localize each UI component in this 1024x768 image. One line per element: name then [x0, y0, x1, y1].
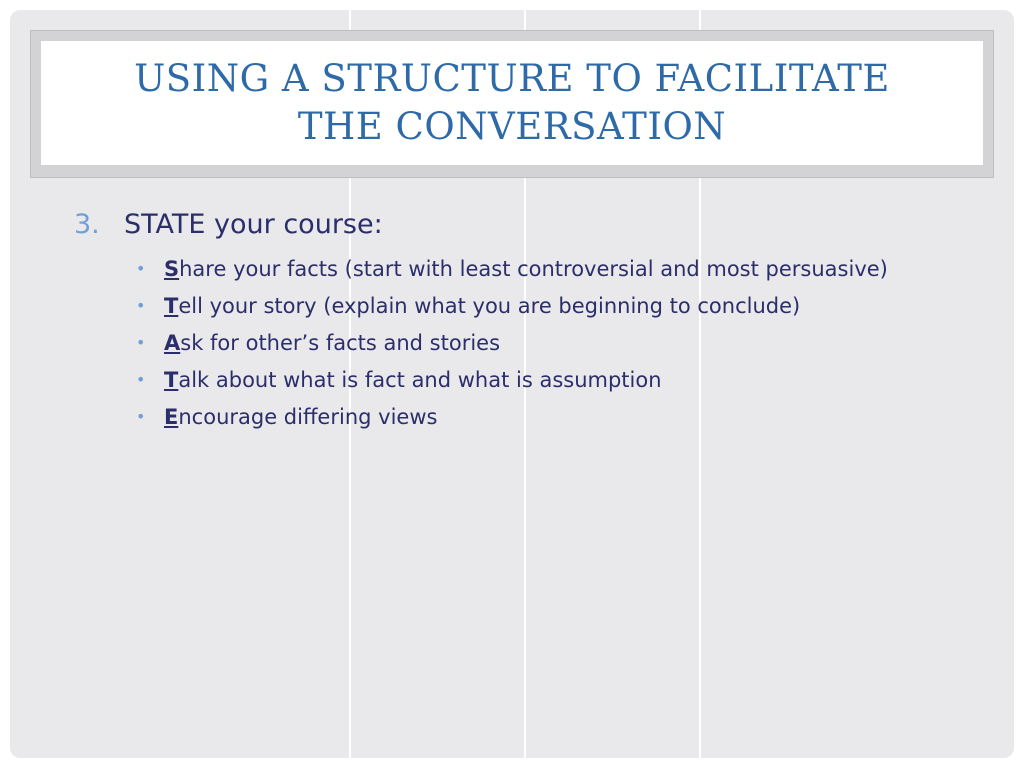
bullet-text: [164, 254, 974, 284]
bullet-icon: •: [136, 370, 146, 389]
title-line-1: USING A STRUCTURE TO FACILITATE: [134, 57, 890, 100]
bullet-item: [136, 291, 974, 321]
bullet-icon: •: [136, 333, 146, 352]
bullet-initial: E: [164, 405, 179, 429]
bullet-item: [136, 328, 974, 358]
bullet-item: [136, 402, 974, 432]
bullet-text: [164, 402, 974, 432]
item-heading: STATE your course:: [124, 209, 383, 240]
bullet-text: [164, 291, 974, 321]
bullet-initial: T: [164, 294, 179, 318]
bullet-item: [136, 254, 974, 284]
title-frame: [30, 30, 994, 178]
slide: [10, 10, 1014, 758]
bullet-rest: sk for other’s facts and stories: [180, 331, 501, 355]
bullet-rest: ncourage differing views: [178, 405, 438, 429]
slide-title: [72, 55, 952, 151]
title-line-2: THE CONVERSATION: [297, 105, 727, 148]
bullet-icon: •: [136, 296, 146, 315]
bullet-icon: •: [136, 259, 146, 278]
bullet-list: [74, 254, 974, 432]
bullet-icon: •: [136, 407, 146, 426]
title-box: [41, 41, 983, 165]
numbered-item: [74, 208, 974, 242]
bullet-initial: T: [164, 368, 179, 392]
bullet-item: [136, 365, 974, 395]
bullet-initial: A: [164, 331, 181, 355]
bullet-rest: ell your story (explain what you are beginning to conclude): [178, 294, 801, 318]
bullet-text: [164, 328, 974, 358]
item-number: 3.: [74, 209, 100, 240]
bullet-initial: S: [164, 257, 180, 281]
bullet-rest: hare your facts (start with least controversial and most persuasive): [179, 257, 888, 281]
slide-body: [74, 208, 974, 439]
bullet-text: [164, 365, 974, 395]
bullet-rest: alk about what is fact and what is assumption: [178, 368, 662, 392]
